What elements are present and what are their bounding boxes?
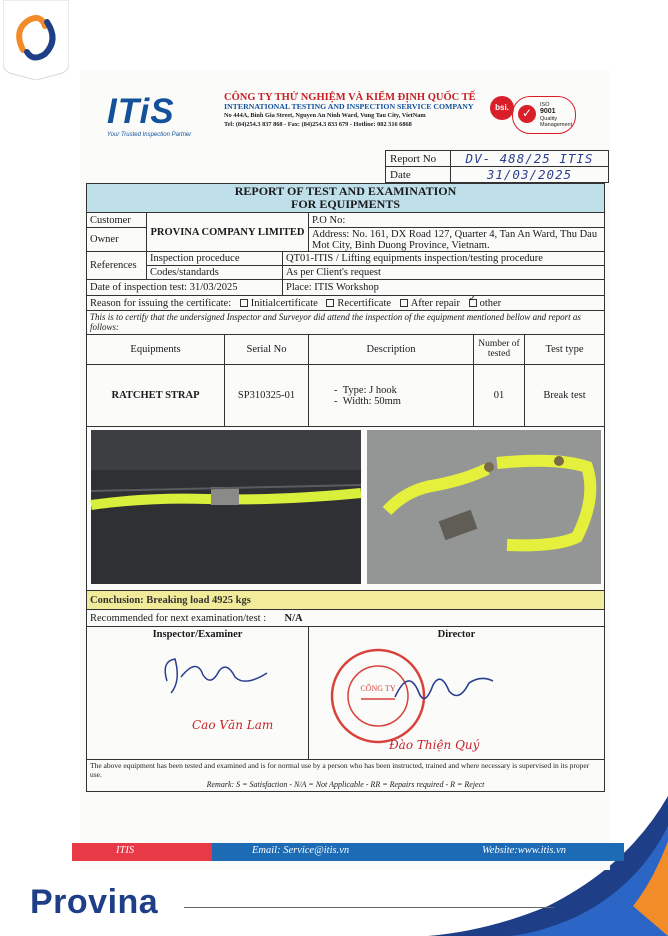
owner-label: Owner xyxy=(87,228,147,252)
footer-email[interactable]: Email: Service@itis.vn xyxy=(252,845,350,856)
customer-name: PROVINA COMPANY LIMITED xyxy=(147,213,309,252)
description: - Type: J hook - Width: 50mm xyxy=(309,365,474,427)
iso-badge xyxy=(512,96,576,134)
checkbox-after-repair[interactable] xyxy=(400,299,408,307)
footer-itis: ITIS xyxy=(116,845,135,856)
iso-check-icon xyxy=(518,105,536,123)
reason-row: Reason for issuing the certificate: Initialcertificate Recertificate After repair ✓ other xyxy=(87,296,605,311)
itis-logo xyxy=(107,94,191,138)
director-title: Director xyxy=(437,629,476,641)
references-label: References xyxy=(87,252,147,280)
inspection-procedure-label: Inspection proceduce xyxy=(147,252,283,266)
itis-tagline: Your Trusted Inspection Partner xyxy=(107,132,192,138)
test-type: Break test xyxy=(525,365,605,427)
remark: Remark: S = Satisfaction - N/A = Not Applicable - RR = Repairs required - R = Reject xyxy=(206,779,485,789)
date-label: Date xyxy=(386,167,451,183)
certification-badge xyxy=(490,96,576,136)
po-label: P.O No: xyxy=(309,213,605,228)
provina-corner-logo xyxy=(3,0,69,80)
company-name-en: INTERNATIONAL TESTING AND INSPECTION SERVICE COMPANY xyxy=(224,102,474,112)
provina-divider xyxy=(184,907,554,908)
report-title: REPORT OF TEST AND EXAMINATION FOR EQUIPMENTS xyxy=(87,184,605,213)
next-exam-value: N/A xyxy=(284,612,303,624)
next-exam-row xyxy=(87,610,605,627)
inspection-procedure-value: QT01-ITIS / Lifting equipments inspection/testing procedure xyxy=(283,252,605,266)
footer-website[interactable]: Website:www.itis.vn xyxy=(482,845,566,856)
photo-broken-strap xyxy=(367,430,601,584)
itis-wordmark: ITiS xyxy=(107,92,175,131)
footer-bar-accent xyxy=(72,843,212,861)
director-signature xyxy=(389,663,499,713)
usage-statement: The above equipment has been tested and examined and is for normal use by a person who has been instructed, trained and where necessary is supervised in its proper use. Remark: S = Satisfaction - N/A = Not Applicable - RR = Repairs required - R = Reject xyxy=(87,760,605,791)
report-no-value: DV- 488/25 ITIS xyxy=(451,151,609,167)
equipment-name: RATCHET STRAP xyxy=(87,365,225,427)
director-signature-block xyxy=(309,627,605,760)
bsi-logo: bsi. xyxy=(490,96,514,120)
report-number-table xyxy=(385,150,609,183)
inspection-place: Place: ITIS Workshop xyxy=(283,280,605,296)
inspector-signature xyxy=(157,651,277,701)
col-header-description: Description xyxy=(309,335,474,365)
customer-label: Customer xyxy=(87,213,147,228)
inspector-signature-block xyxy=(87,627,309,760)
customer-address: Address: No. 161, DX Road 127, Quarter 4, Tan An Ward, Thu Dau Mot City, Binh Duong Province, Vietnam. xyxy=(309,228,605,252)
col-header-equipments: Equipments xyxy=(87,335,225,365)
next-exam-label: Recommended for next examination/test : xyxy=(90,612,267,624)
col-header-number: Number of tested xyxy=(474,335,525,365)
inspector-title: Inspector/Examiner xyxy=(152,629,243,641)
director-name: Đào Thiện Quý xyxy=(389,738,480,753)
company-address: No 444A, Binh Gia Street, Nguyen An Ninh Ward, Vung Tau City, VietNam xyxy=(224,112,426,120)
reason-label: Reason for issuing the certificate: xyxy=(90,297,232,309)
inspection-date: Date of inspection test: 31/03/2025 xyxy=(87,280,283,296)
codes-value: As per Client's request xyxy=(283,266,605,280)
number-tested: 01 xyxy=(474,365,525,427)
checkbox-other[interactable] xyxy=(469,299,477,307)
col-header-test-type: Test type xyxy=(525,335,605,365)
photo-row xyxy=(87,427,605,591)
certify-statement: This is to certify that the undersigned Inspector and Surveyor did attend the inspection of the equipment mentioned bellow and report as follows: xyxy=(87,311,605,335)
checkbox-initial[interactable] xyxy=(240,299,248,307)
footer-bar xyxy=(72,843,624,861)
serial-number: SP310325-01 xyxy=(225,365,309,427)
test-photos xyxy=(87,427,605,587)
company-header xyxy=(224,92,484,128)
iso-text: ISO 9001 Quality Management xyxy=(540,102,573,128)
inspector-name: Cao Văn Lam xyxy=(192,718,274,733)
photo-strap-on-bed xyxy=(91,430,361,584)
company-phones: Tel: (84)254.3 837 868 - Fax: (84)254.3 833 679 - Hotline: 082 316 6868 xyxy=(224,120,412,128)
report-no-label: Report No xyxy=(386,151,451,167)
conclusion: Conclusion: Breaking load 4925 kgs xyxy=(87,591,605,610)
codes-label: Codes/standards xyxy=(147,266,283,280)
stamp-label: CÔNG TY xyxy=(360,684,396,694)
report-table xyxy=(86,183,605,792)
checkbox-recertificate[interactable] xyxy=(326,299,334,307)
provina-brand: Provina xyxy=(30,883,159,921)
table-row xyxy=(87,365,605,427)
date-value: 31/03/2025 xyxy=(451,167,609,183)
col-header-serial: Serial No xyxy=(225,335,309,365)
company-name-vn: CÔNG TY THỬ NGHIỆM VÀ KIỂM ĐỊNH QUỐC TẾ xyxy=(224,92,476,103)
